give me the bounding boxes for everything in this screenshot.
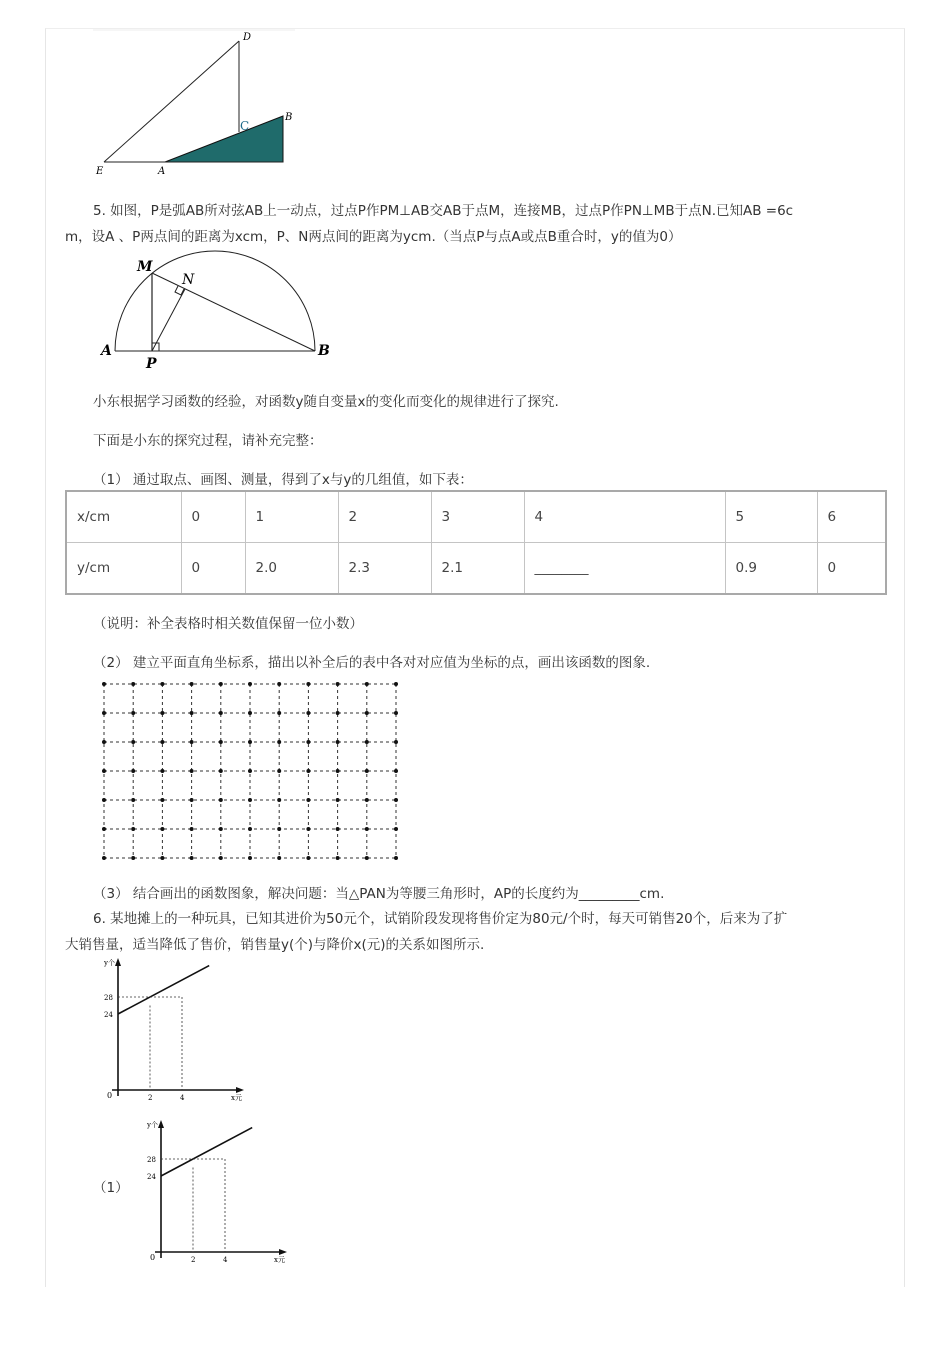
grid-dot	[219, 769, 223, 773]
grid-dot	[336, 798, 340, 802]
grid-dot	[131, 682, 135, 686]
grid-dot	[190, 711, 194, 715]
origin-label: 0	[107, 1091, 113, 1100]
grid-dot	[306, 827, 310, 831]
grid-dot	[277, 827, 281, 831]
grid-dot	[160, 682, 164, 686]
x-axis-arrow	[279, 1249, 287, 1255]
grid-dot	[160, 711, 164, 715]
grid-dot	[336, 740, 340, 744]
table-cell: 5	[725, 491, 817, 543]
tick-label-24: 24	[104, 1011, 113, 1019]
table-cell: 3	[431, 491, 524, 543]
table-row-x	[66, 491, 886, 543]
grid-dot	[365, 798, 369, 802]
tick-label-x4: 4	[180, 1094, 185, 1102]
grid-dot	[277, 711, 281, 715]
q5-para1: 小东根据学习函数的经验，对函数y随自变量x的变化而变化的规律进行了探究.	[93, 394, 559, 410]
y-axis-arrow	[115, 958, 121, 966]
label-d: D	[243, 32, 252, 43]
label-m: M	[137, 259, 153, 275]
label-e: E	[96, 166, 104, 177]
grid-dot	[248, 711, 252, 715]
grid-dot	[219, 827, 223, 831]
grid-dot	[190, 769, 194, 773]
grid-dot	[336, 769, 340, 773]
grid-dot	[190, 798, 194, 802]
q5-para2: 下面是小东的探究过程，请补充完整：	[93, 433, 323, 449]
label-n: N	[182, 272, 195, 288]
q5-intro-line2: m，设A 、P两点间的距离为xcm，P、N两点间的距离为ycm.（当点P与点A或点B重合时，y的值为0）	[65, 229, 682, 245]
q5-step1: （1） 通过取点、画图、测量，得到了x与y的几组值，如下表：	[93, 472, 473, 488]
grid-dot	[131, 711, 135, 715]
grid-dot	[219, 798, 223, 802]
table-row-y	[66, 543, 886, 595]
grid-dot	[394, 740, 398, 744]
x-axis-label: x元	[274, 1256, 285, 1264]
table-cell: 4	[524, 491, 725, 543]
grid-dot	[394, 856, 398, 860]
grid-dot	[306, 856, 310, 860]
series-line	[118, 966, 209, 1014]
shaded-triangle	[165, 116, 283, 162]
label-a: A	[158, 166, 166, 177]
grid-dot	[160, 856, 164, 860]
table-cell: 2.1	[431, 543, 524, 595]
grid-dot	[306, 711, 310, 715]
grid-dot	[365, 856, 369, 860]
grid-dot	[131, 827, 135, 831]
grid-dot	[248, 827, 252, 831]
origin-label: 0	[150, 1253, 156, 1262]
grid-dot	[336, 711, 340, 715]
grid-dot	[160, 769, 164, 773]
grid-dot	[336, 827, 340, 831]
grid-dot	[365, 827, 369, 831]
q5-note: （说明：补全表格时相关数值保留一位小数）	[93, 616, 363, 632]
tick-label-24: 24	[147, 1173, 156, 1181]
tick-label-x4: 4	[223, 1256, 228, 1264]
grid-dot	[277, 740, 281, 744]
grid-dot	[394, 711, 398, 715]
x-axis-arrow	[236, 1087, 244, 1093]
grid-dot	[219, 856, 223, 860]
y-axis-label: y个	[147, 1121, 158, 1129]
grid-dot	[102, 856, 106, 860]
grid-dot	[102, 682, 106, 686]
grid-dot	[102, 798, 106, 802]
q6-intro-line2: 大销售量，适当降低了售价，销售量y(个)与降价x(元)的关系如图所示.	[65, 937, 485, 953]
grid-dot	[190, 827, 194, 831]
grid-dot	[131, 856, 135, 860]
grid-dot	[190, 682, 194, 686]
grid-dot	[365, 711, 369, 715]
q5-intro-line1: 5. 如图，P是弧AB所对弦AB上一动点，过点P作PM⊥AB交AB于点M，连接MB，过点P作PN⊥MB于点N.已知AB =6c	[93, 203, 794, 219]
triangle-figure	[90, 28, 300, 178]
table-cell: 1	[245, 491, 338, 543]
grid-dot	[277, 856, 281, 860]
x-axis-label: x元	[231, 1094, 242, 1102]
grid-dot	[102, 711, 106, 715]
grid-dot	[131, 798, 135, 802]
table-cell: 2	[338, 491, 431, 543]
grid-dot	[394, 769, 398, 773]
grid-dot	[365, 682, 369, 686]
grid-dot	[219, 711, 223, 715]
dotted-grid	[98, 679, 403, 864]
table-cell: x/cm	[66, 491, 181, 543]
grid-dot	[394, 682, 398, 686]
label-b2: B	[318, 343, 330, 359]
grid-dot	[277, 682, 281, 686]
table-cell: 0	[817, 543, 886, 595]
tick-label-x2: 2	[191, 1256, 196, 1264]
table-cell: y/cm	[66, 543, 181, 595]
grid-dot	[102, 769, 106, 773]
grid-dot	[394, 798, 398, 802]
grid-dot	[365, 740, 369, 744]
q6-intro-line1: 6. 某地摊上的一种玩具，已知其进价为50元个，试销阶段发现将售价定为80元/个时，每天可销售20个，后来为了扩	[93, 911, 788, 927]
grid-dot	[160, 798, 164, 802]
grid-dot	[131, 740, 135, 744]
grid-dot	[190, 740, 194, 744]
table-cell: 0.9	[725, 543, 817, 595]
sales-graph-2	[133, 1117, 293, 1267]
grid-dot	[306, 769, 310, 773]
tick-label-28: 28	[147, 1156, 156, 1164]
grid-dot	[131, 769, 135, 773]
grid-dot	[248, 682, 252, 686]
grid-dot	[248, 740, 252, 744]
grid-dot	[336, 856, 340, 860]
grid-dot	[102, 740, 106, 744]
q6-part1: （1）	[93, 1180, 129, 1196]
grid-dot	[277, 798, 281, 802]
grid-dot	[336, 682, 340, 686]
grid-dot	[306, 798, 310, 802]
q5-step3: （3） 结合画出的函数图象，解决问题：当△PAN为等腰三角形时，AP的长度约为_________cm.	[93, 886, 665, 902]
semicircle-figure	[95, 250, 345, 375]
grid-dot	[219, 682, 223, 686]
grid-dot	[306, 740, 310, 744]
table-cell: 2.3	[338, 543, 431, 595]
label-p: P	[146, 356, 157, 372]
table-cell: 2.0	[245, 543, 338, 595]
y-axis-label: y个	[104, 959, 115, 967]
grid-dot	[306, 682, 310, 686]
table-cell-blank[interactable]: ________	[524, 543, 725, 595]
y-axis-arrow	[158, 1120, 164, 1128]
label-b: B	[285, 112, 293, 123]
grid-dot	[248, 798, 252, 802]
series-line	[161, 1128, 252, 1176]
grid-dot	[394, 827, 398, 831]
xy-value-table	[65, 490, 887, 595]
tick-label-28: 28	[104, 994, 113, 1002]
tick-label-x2: 2	[148, 1094, 153, 1102]
table-cell: 6	[817, 491, 886, 543]
grid-dot	[190, 856, 194, 860]
sales-graph-1	[90, 955, 250, 1105]
label-a2: A	[101, 343, 112, 359]
table-cell: 0	[181, 543, 245, 595]
grid-dot	[365, 769, 369, 773]
grid-dot	[277, 769, 281, 773]
q5-step2: （2） 建立平面直角坐标系，描出以补全后的表中各对对应值为坐标的点，画出该函数的图象.	[93, 655, 651, 671]
table-cell: 0	[181, 491, 245, 543]
grid-dot	[102, 827, 106, 831]
grid-dot	[160, 827, 164, 831]
grid-dot	[248, 769, 252, 773]
grid-dot	[248, 856, 252, 860]
grid-dot	[160, 740, 164, 744]
grid-dot	[219, 740, 223, 744]
label-c: C	[240, 119, 250, 133]
